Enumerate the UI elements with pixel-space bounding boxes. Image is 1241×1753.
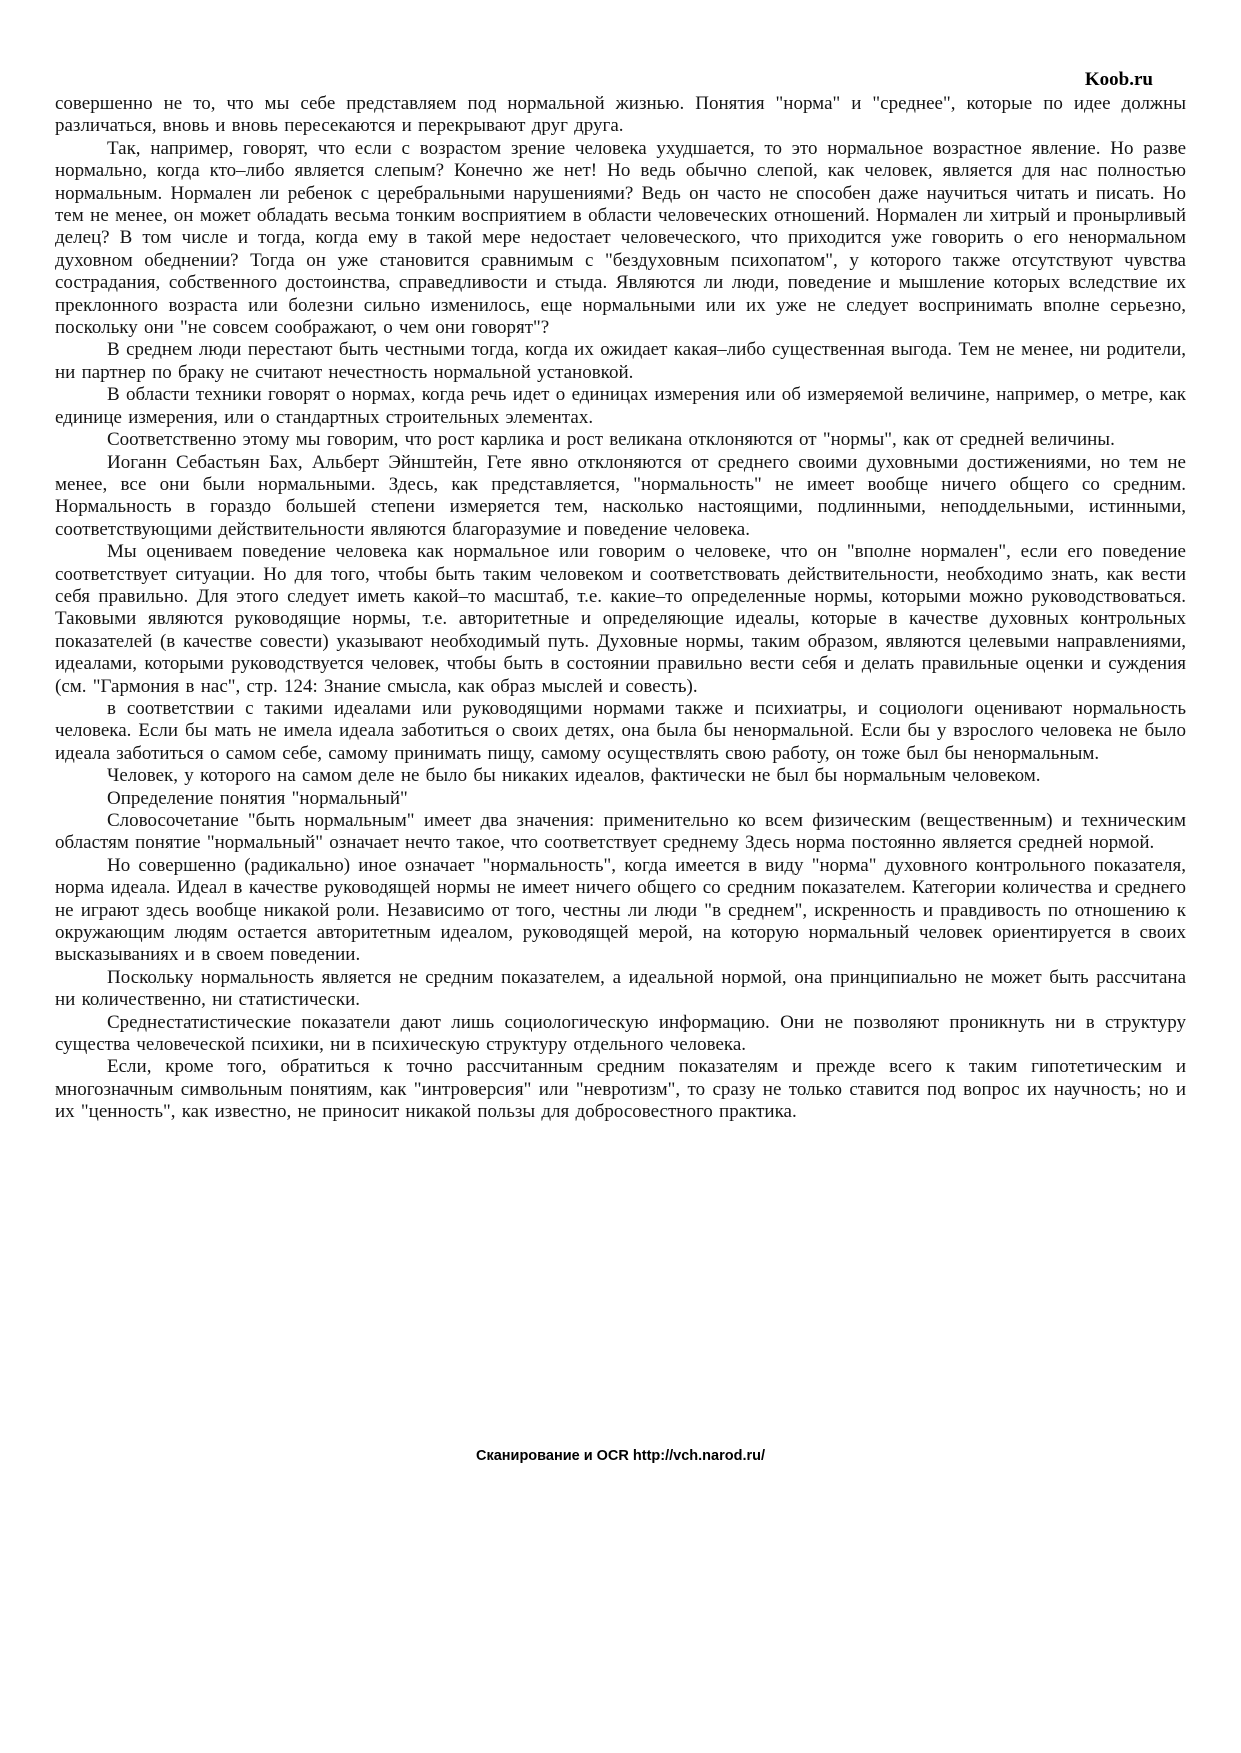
paragraph: Определение понятия "нормальный" (107, 787, 408, 809)
paragraph: Мы оцениваем поведение человека как нормальное или говорим о человеке, что он "вполне нормален", если его поведение соответствует ситуации. Но для того, чтобы быть таким человеком и соответствовать действительности, необходимо знать, как вести себя правильно. Для этого следует иметь какой–то масштаб, т.е. какие–то определенные нормы, которыми можно руководствоваться. Таковыми являются руководящие нормы, т.е. авторитетные и определяющие идеалы, которые в качестве духовных контрольных показателей (в качестве совести) указывают необходимый путь. Духовные нормы, таким образом, являются целевыми направлениями, идеалами, которыми руководствуется человек, чтобы быть в состоянии правильно вести себя и делать правильные оценки и суждения (см. "Гармония в нас", стр. 124: Знание смысла, как образ мыслей и совесть). (55, 541, 1186, 697)
paragraph: Соответственно этому мы говорим, что рост карлика и рост великана отклоняются от "нормы", как от средней величины. (107, 429, 1115, 451)
paragraph: В области техники говорят о нормах, когда речь идет о единицах измерения или об измеряемой величине, например, о метре, как единице измерения, или о стандартных строительных элементах. (55, 384, 1186, 428)
paragraph: Поскольку нормальность является не средним показателем, а идеальной нормой, она принципиально не может быть рассчитана ни количественно, ни статистически. (55, 966, 1186, 1011)
document-body (55, 93, 1186, 1124)
footer-note: Сканирование и OCR http://vch.narod.ru/ (475, 1448, 766, 1464)
paragraph: в соответствии с такими идеалами или руководящими нормами также и психиатры, и социологи оценивают нормальность человека. Если бы мать не имела идеала заботиться о своих детях, она была бы ненормальной. Если бы у взрослого человека не было идеала заботиться о самом себе, самому принимать пищу, самому осуществлять свою работу, он тоже был бы ненормальным. (55, 697, 1186, 764)
paragraph: совершенно не то, что мы себе представляем под нормальной жизнью. Понятия "норма" и "среднее", которые по идее должны различаться, вновь и вновь пересекаются и перекрывают друг друга. (55, 93, 1186, 137)
paragraph: Но совершенно (радикально) иное означает "нормальность", когда имеется в виду "норма" духовного контрольного показателя, норма идеала. Идеал в качестве руководящей нормы не имеет ничего общего со средним показателем. Категории количества и среднего не играют здесь вообще никакой роли. Независимо от того, честны ли люди "в среднем", искренность и правдивость по отношению к окружающим людям остается авторитетным идеалом, руководящей мерой, на которую нормальный человек ориентируется в своих высказываниях и в своем поведении. (55, 854, 1186, 966)
paragraph: Словосочетание "быть нормальным" имеет два значения: применительно ко всем физическим (вещественным) и техническим областям понятие "нормальный" означает нечто такое, что соответствует среднему Здесь норма постоянно является средней нормой. (55, 810, 1186, 854)
paragraph: Человек, у которого на самом деле не было бы никаких идеалов, фактически не был бы нормальным человеком. (107, 765, 1041, 787)
paragraph: Иоганн Себастьян Бах, Альберт Эйнштейн, Гете явно отклоняются от среднего своими духовными достижениями, но тем не менее, все они были нормальными. Здесь, как представляется, "нормальность" не имеет вообще ничего общего со средним. Нормальность в гораздо большей степени измеряется тем, насколько настоящими, подлинными, неподдельными, истинными, соответствующими действительности являются благоразумие и поведение человека. (55, 451, 1186, 540)
paragraph: В среднем люди перестают быть честными тогда, когда их ожидает какая–либо существенная выгода. Тем не менее, ни родители, ни партнер по браку не считают нечестность нормальной установкой. (55, 339, 1186, 383)
paragraph: Так, например, говорят, что если с возрастом зрение человека ухудшается, то это нормальное возрастное явление. Но разве нормально, когда кто–либо является слепым? Конечно же нет! Но ведь обычно слепой, как человек, является для нас полностью нормальным. Нормален ли ребенок с церебральными нарушениями? Ведь он часто не способен даже научиться читать и писать. Но тем не менее, он может обладать весьма тонким восприятием в области человеческих отношений. Нормален ли хитрый и пронырливый делец? В том числе и тогда, когда ему в такой мере недостает человеческого, что приходится уже говорить о его ненормальном духовном обеднении? Тогда он уже становится сравнимым с "бездуховным психопатом", у которого также отсутствуют чувства сострадания, собственного достоинства, справедливости и стыда. Являются ли люди, поведение и мышление которых вследствие их преклонного возраста или болезни сильно изменилось, еще нормальными или их уже не следует воспринимать вполне серьезно, поскольку они "не совсем соображают, о чем они говорят"? (55, 137, 1186, 339)
paragraph: Среднестатистические показатели дают лишь социологическую информацию. Они не позволяют проникнуть ни в структуру существа человеческой психики, ни в психическую структуру отдельного человека. (55, 1011, 1186, 1056)
site-watermark: Koob.ru (1084, 69, 1153, 90)
paragraph: Если, кроме того, обратиться к точно рассчитанным средним показателям и прежде всего к таким гипотетическим и многозначным символьным понятиям, как "интроверсия" или "невротизм", то сразу не только ставится под вопрос их научность; но и их "ценность", как известно, не приносит никакой пользы для добросовестного практика. (55, 1056, 1186, 1123)
